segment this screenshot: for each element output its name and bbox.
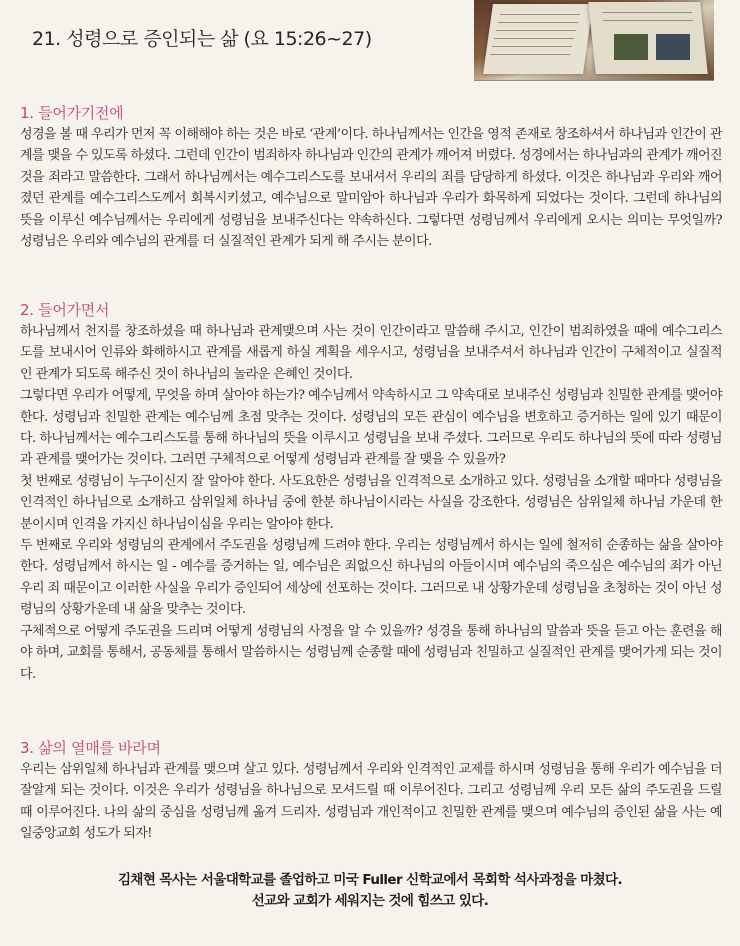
paragraph: 그렇다면 우리가 어떻게, 무엇을 하며 살아야 하는가? 예수님께서 약속하시고 그 약속대로 보내주신 성령님과 친밀한 관계를 맺어야 한다. 성령님과 친밀한 관계는 예수님께 초점 맞추는 것이다. 성령님의 모든 관심이 예수님을 변호하고 증거하는 일에 있기 때문이다. 하나님께서는 예수그리스도를 통해 하나님의 뜻을 이루시고 성령님을 보내 주셨다. 그러므로 우리도 하나님의 뜻에 따라 성령님과 관계를 맺어가는 것이다. 그러면 구체적으로 어떻게 성령님과 관계를 잘 맺을 수 있을까? xyxy=(20,388,722,468)
section-heading: 2. 들어가면서 xyxy=(20,301,110,319)
author-bio-line: 선교와 교회가 세워지는 것에 힘쓰고 있다. xyxy=(251,893,489,909)
page-title: 21. 성령으로 증인되는 삶 (요 15:26~27) xyxy=(32,28,372,50)
paragraph: 첫 번째로 성령님이 누구이신지 잘 알아야 한다. 사도요한은 성령님을 인격적으로 소개하고 있다. 성령님을 소개할 때마다 성령님을 인격적인 하나님으로 소개하고 삼위일체 하나님 중에 한분 하나님이시라는 사실을 강조한다. 성령님은 삼위일체 하나님 가운데 한 분이시며 인격을 가지신 하나님이심을 우리는 알아야 한다. xyxy=(20,473,722,532)
paragraph: 우리는 삼위일체 하나님과 관계를 맺으며 살고 있다. 성령님께서 우리와 인격적인 교제를 하시며 성령님을 통해 우리가 예수님을 더 잘알게 되는 것이다. 이것은 우리가 성령님을 하나님으로 모셔드릴 때 이루어진다. 그리고 성령님께 우리 모든 삶의 주도권을 드릴 때 이루어진다. 나의 삶의 중심을 성령님께 옮겨 드리자. 성령님과 개인적이고 친밀한 관계를 맺으며 예수님의 증인된 삶을 사는 예일중앙교회 성도가 되자! xyxy=(20,762,722,842)
section-2 xyxy=(20,300,722,685)
section-3 xyxy=(20,738,722,845)
open-bible-photo xyxy=(474,0,714,81)
section-heading: 1. 들어가기전에 xyxy=(20,104,124,122)
paragraph: 하나님께서 천지를 창조하셨을 때 하나님과 관계맺으며 사는 것이 인간이라고 말씀해 주시고, 인간이 범죄하였을 때에 예수그리스도를 보내시어 인류와 화해하시고 관계를 새롭게 하실 계획을 세우시고, 성령님을 보내주셔서 하나님과 인간이 구체적이고 실질적인 관계가 되도록 해주신 것이 하나님의 놀라운 은혜인 것이다. xyxy=(20,324,722,382)
paragraph: 구체적으로 어떻게 주도권을 드리며 어떻게 성령님의 사정을 알 수 있을까? 성경을 통해 하나님의 말씀과 뜻을 듣고 아는 훈련을 해야 하며, 교회를 통해서, 공동체를 통해서 말씀하시는 성령님께 순종할 때에 성령님과 친밀하고 실질적인 관계를 맺어가게 되는 것이다. xyxy=(20,623,722,682)
section-heading: 3. 삶의 열매를 바라며 xyxy=(20,739,161,757)
author-bio-line: 김채현 목사는 서울대학교를 졸업하고 미국 Fuller 신학교에서 목회학 석사과정을 마쳤다. xyxy=(117,872,623,888)
paragraph: 두 번째로 우리와 성령님의 관계에서 주도권을 성령님께 드려야 한다. 우리는 성령님께서 하시는 일에 철저히 순종하는 삶을 살아야 한다. 성령님께서 하시는 일 - 예수를 증거하는 일, 예수님은 죄없으신 하나님의 아들이시며 예수님의 죽으심은 예수님의 죄가 아닌 우리 죄 때문이고 이러한 사실을 우리가 증인되어 세상에 선포하는 것이다. 그러므로 내 상황가운데 성령님을 초청하는 것이 아닌 성령님의 상황가운데 내 삶을 맞추는 것이다. xyxy=(20,538,722,618)
section-1 xyxy=(20,103,722,252)
paragraph: 성경을 볼 때 우리가 먼저 꼭 이해해야 하는 것은 바로 ‘관계’이다. 하나님께서는 인간을 영적 존재로 창조하셔서 하나님과 인간이 관계를 맺을 수 있도록 하셨다. 그런데 인간이 범죄하자 하나님과 인간의 관계가 깨어져 버렸다. 성경에서는 하나님과의 관계가 깨어진 것을 죄라고 말씀한다. 그래서 하나님께서는 예수그리스도를 보내셔서 우리의 죄를 담당하게 하셨다. 이것은 하나님과 우리와 깨어졌던 관계를 예수그리스도께서 회복시키셨고, 예수님으로 말미암아 하나님과 우리가 화목하게 되었다는 것이다. 그런데 하나님의 뜻을 이루신 예수님께서는 우리에게 성령님을 보내주신다는 약속하신다. 그렇다면 성령님께서 우리에게 오시는 의미는 무엇일까? 성령님은 우리와 예수님의 관계를 더 실질적인 관계가 되게 해 주시는 분이다. xyxy=(20,127,722,250)
author-bio xyxy=(0,870,740,912)
